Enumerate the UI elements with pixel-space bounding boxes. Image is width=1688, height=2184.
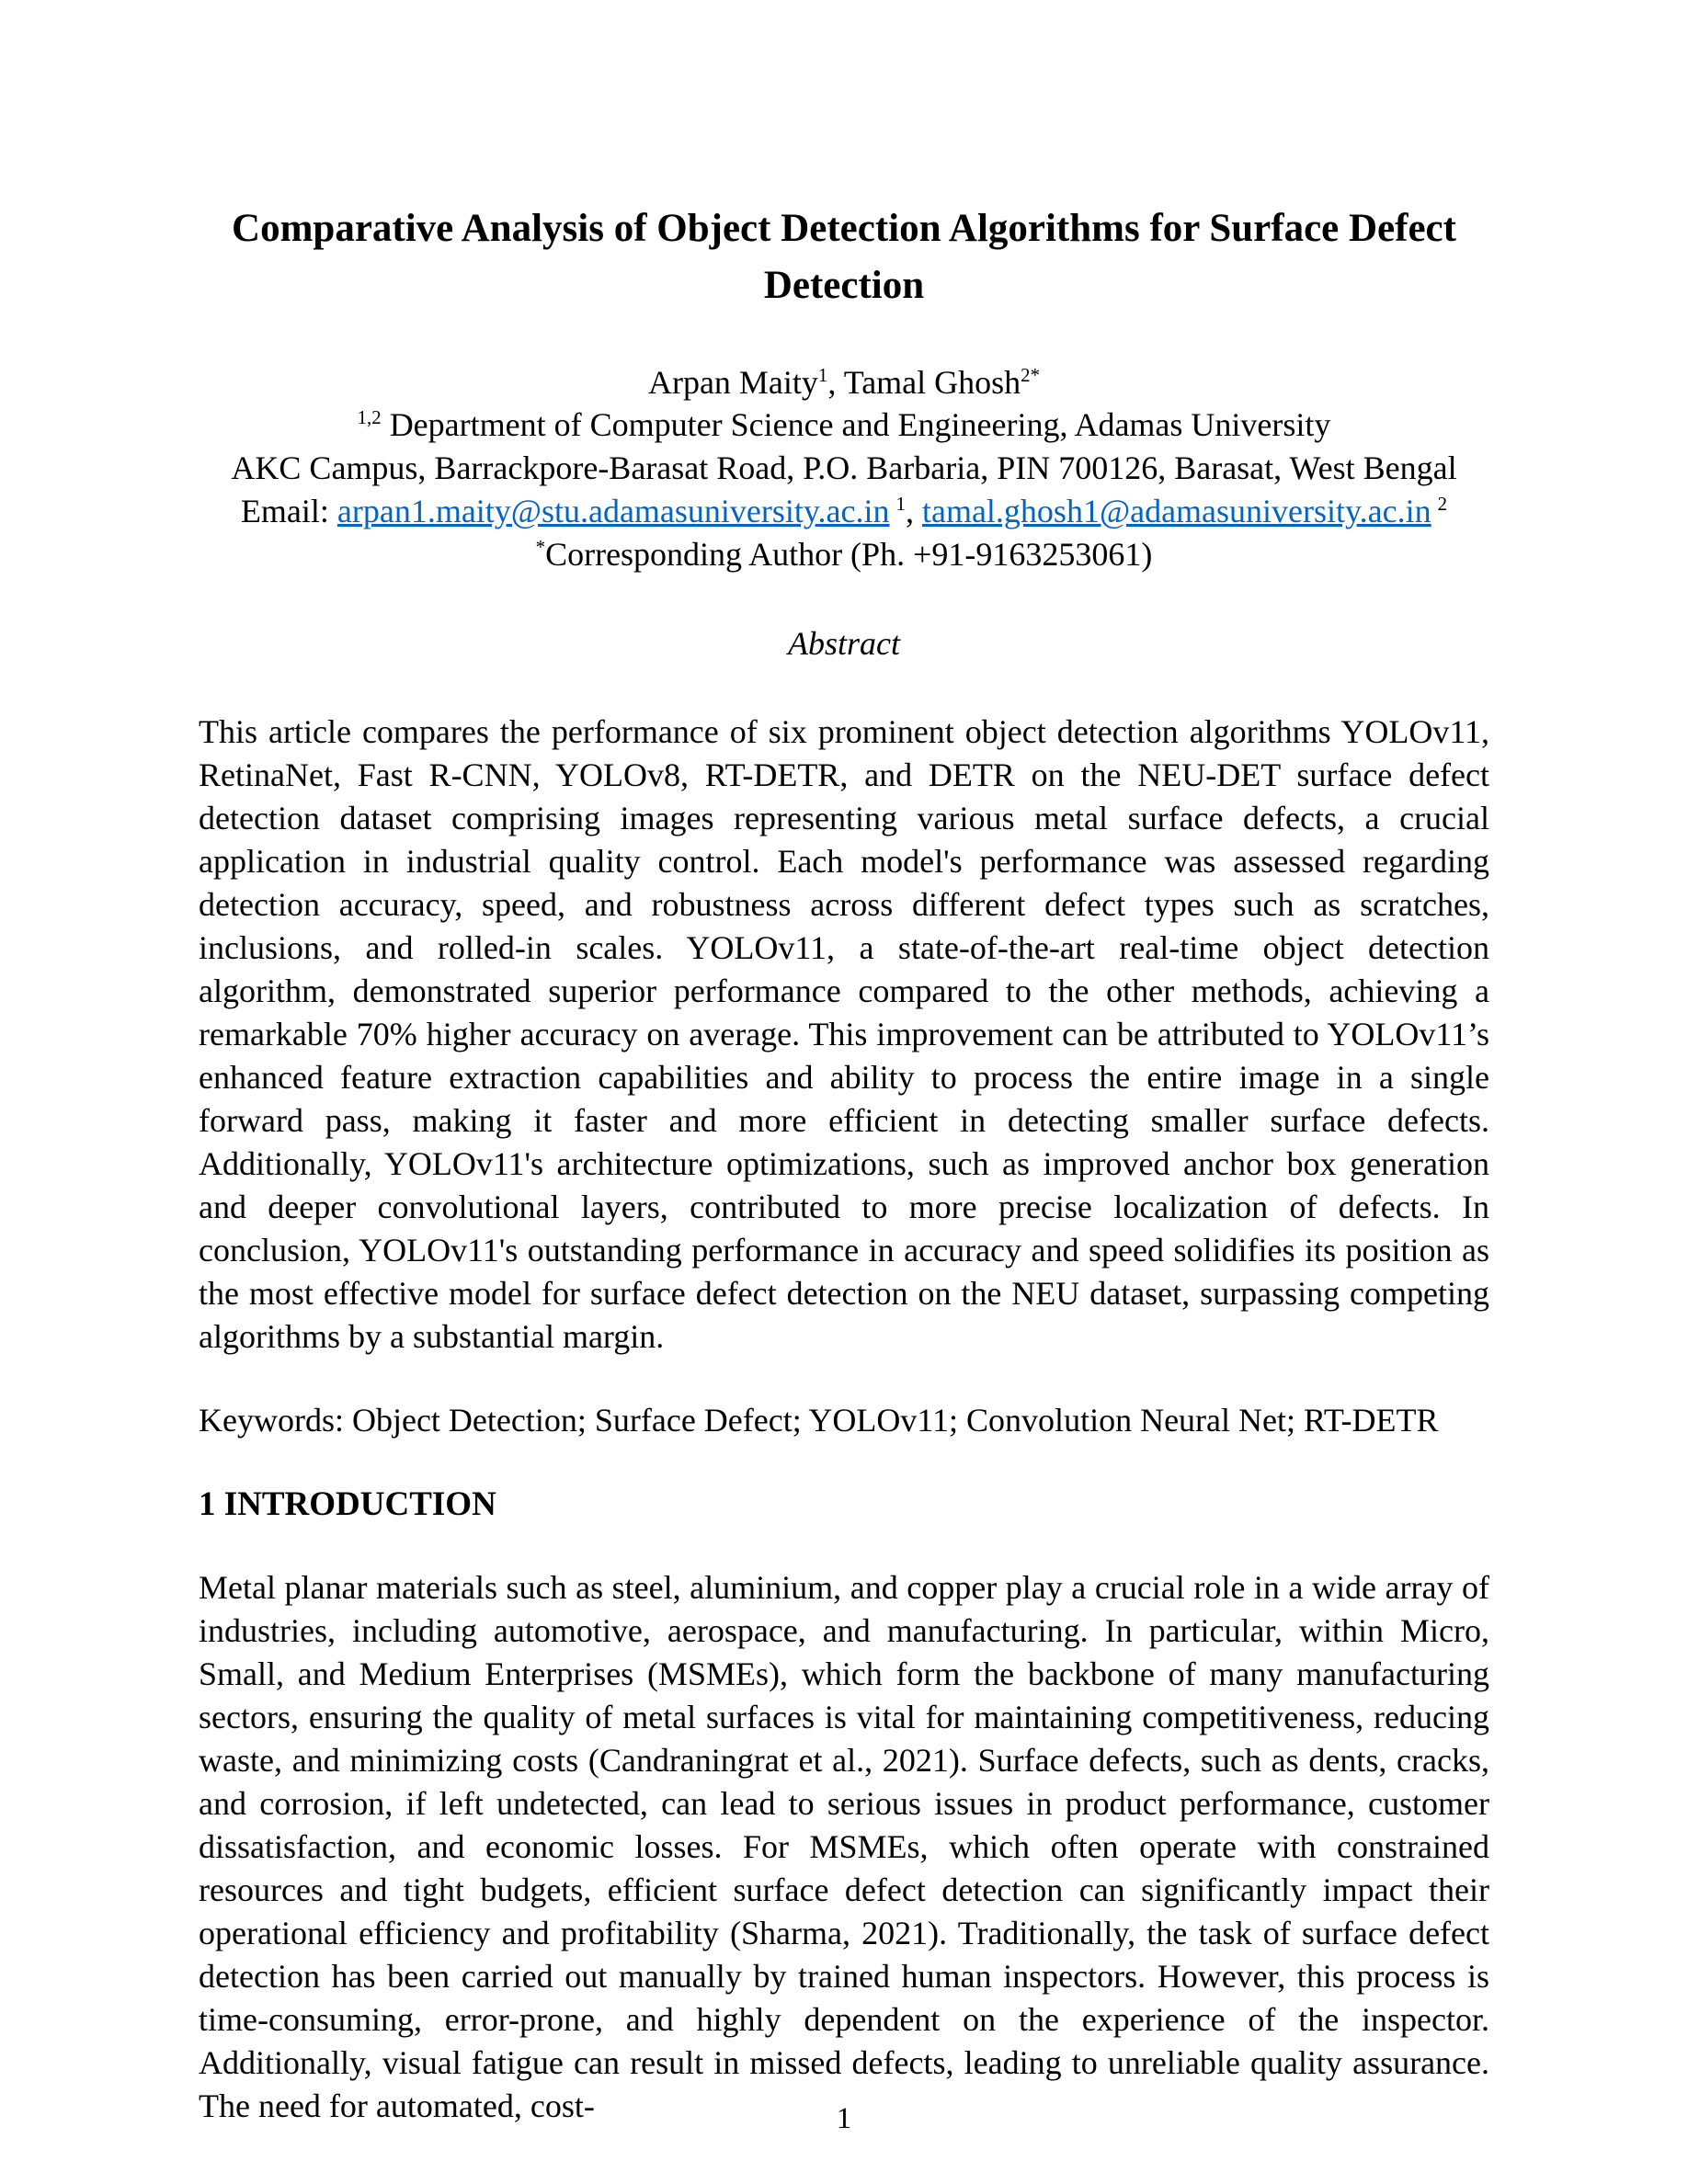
affiliation-superscript: 1,2 bbox=[357, 406, 382, 429]
paper-title: Comparative Analysis of Object Detection Algorithms for Surface Defect Detection bbox=[232, 207, 1456, 308]
affiliation-department: Department of Computer Science and Engineering, Adamas University bbox=[381, 406, 1331, 444]
corresponding-author-line bbox=[199, 533, 1489, 576]
corresponding-superscript: * bbox=[535, 535, 546, 558]
abstract-paragraph: This article compares the performance of six prominent object detection algorithms YOLOv11, RetinaNet, Fast R-CNN, YOLOv8, RT-DETR, and DETR on the NEU-DET surface defect detection dataset comprising images representing various metal surface defects, a crucial application in industrial quality control. Each model's performance was assessed regarding detection accuracy, speed, and robustness across different defect types such as scratches, inclusions, and rolled-in scales. YOLOv11, a state-of-the-art real-time object detection algorithm, demonstrated superior performance compared to the other methods, achieving a remarkable 70% higher accuracy on average. This improvement can be attributed to YOLOv11’s enhanced feature extraction capabilities and ability to process the entire image in a single forward pass, making it faster and more efficient in detecting smaller surface defects. Additionally, YOLOv11's architecture optimizations, such as improved anchor box generation and deeper convolutional layers, contributed to more precise localization of defects. In conclusion, YOLOv11's outstanding performance in accuracy and speed solidifies its position as the most effective model for surface defect detection on the NEU dataset, surpassing competing algorithms by a substantial margin. bbox=[199, 712, 1489, 1355]
author-2-superscript: 2* bbox=[1021, 363, 1041, 386]
page-number: 1 bbox=[836, 2102, 852, 2135]
author-1-superscript: 1 bbox=[817, 363, 828, 386]
introduction-paragraph: Metal planar materials such as steel, aluminium, and copper play a crucial role in a wide array of industries, including automotive, aerospace, and manufacturing. In particular, within Micro, Small, and Medium Enterprises (MSMEs), which form the backbone of many manufacturing sectors, ensuring the quality of metal surfaces is vital for maintaining competitiveness, reducing waste, and minimizing costs (Candraningrat et al., 2021). Surface defects, such as dents, cracks, and corrosion, if left undetected, can lead to serious issues in product performance, customer dissatisfaction, and economic losses. For MSMEs, which often operate with constrained resources and tight budgets, efficient surface defect detection can significantly impact their operational efficiency and profitability (Sharma, 2021). Traditionally, the task of surface defect detection has been carried out manually by trained human inspectors. However, this process is time-consuming, error-prone, and highly dependent on the experience of the inspector. Additionally, visual fatigue can result in missed defects, leading to unreliable quality assurance. The need for automated, cost- bbox=[199, 1568, 1489, 2125]
email-line bbox=[199, 490, 1489, 533]
authors-line bbox=[199, 361, 1489, 404]
email-link-1[interactable]: arpan1.maity@stu.adamasuniversity.ac.in bbox=[336, 493, 890, 530]
affiliation-line bbox=[199, 404, 1489, 447]
abstract-heading: Abstract bbox=[788, 624, 900, 662]
author-separator: , bbox=[827, 363, 844, 401]
email-label: Email: bbox=[240, 493, 337, 530]
section-heading-introduction: 1 INTRODUCTION bbox=[199, 1484, 496, 1523]
corresponding-author-text: Corresponding Author (Ph. +91-9163253061) bbox=[545, 535, 1153, 573]
address-line: AKC Campus, Barrackpore-Barasat Road, P.O. Barbaria, PIN 700126, Barasat, West Bengal bbox=[231, 449, 1457, 487]
author-1-name: Arpan Maity bbox=[647, 363, 818, 401]
author-2-name: Tamal Ghosh bbox=[843, 363, 1021, 401]
email-2-superscript: 2 bbox=[1437, 493, 1448, 516]
email-link-2[interactable]: tamal.ghosh1@adamasuniversity.ac.in bbox=[921, 493, 1431, 530]
keywords-line: Keywords: Object Detection; Surface Defect; YOLOv11; Convolution Neural Net; RT-DETR bbox=[199, 1401, 1439, 1439]
email-separator: , bbox=[905, 493, 922, 530]
email-1-superscript: 1 bbox=[895, 493, 906, 516]
